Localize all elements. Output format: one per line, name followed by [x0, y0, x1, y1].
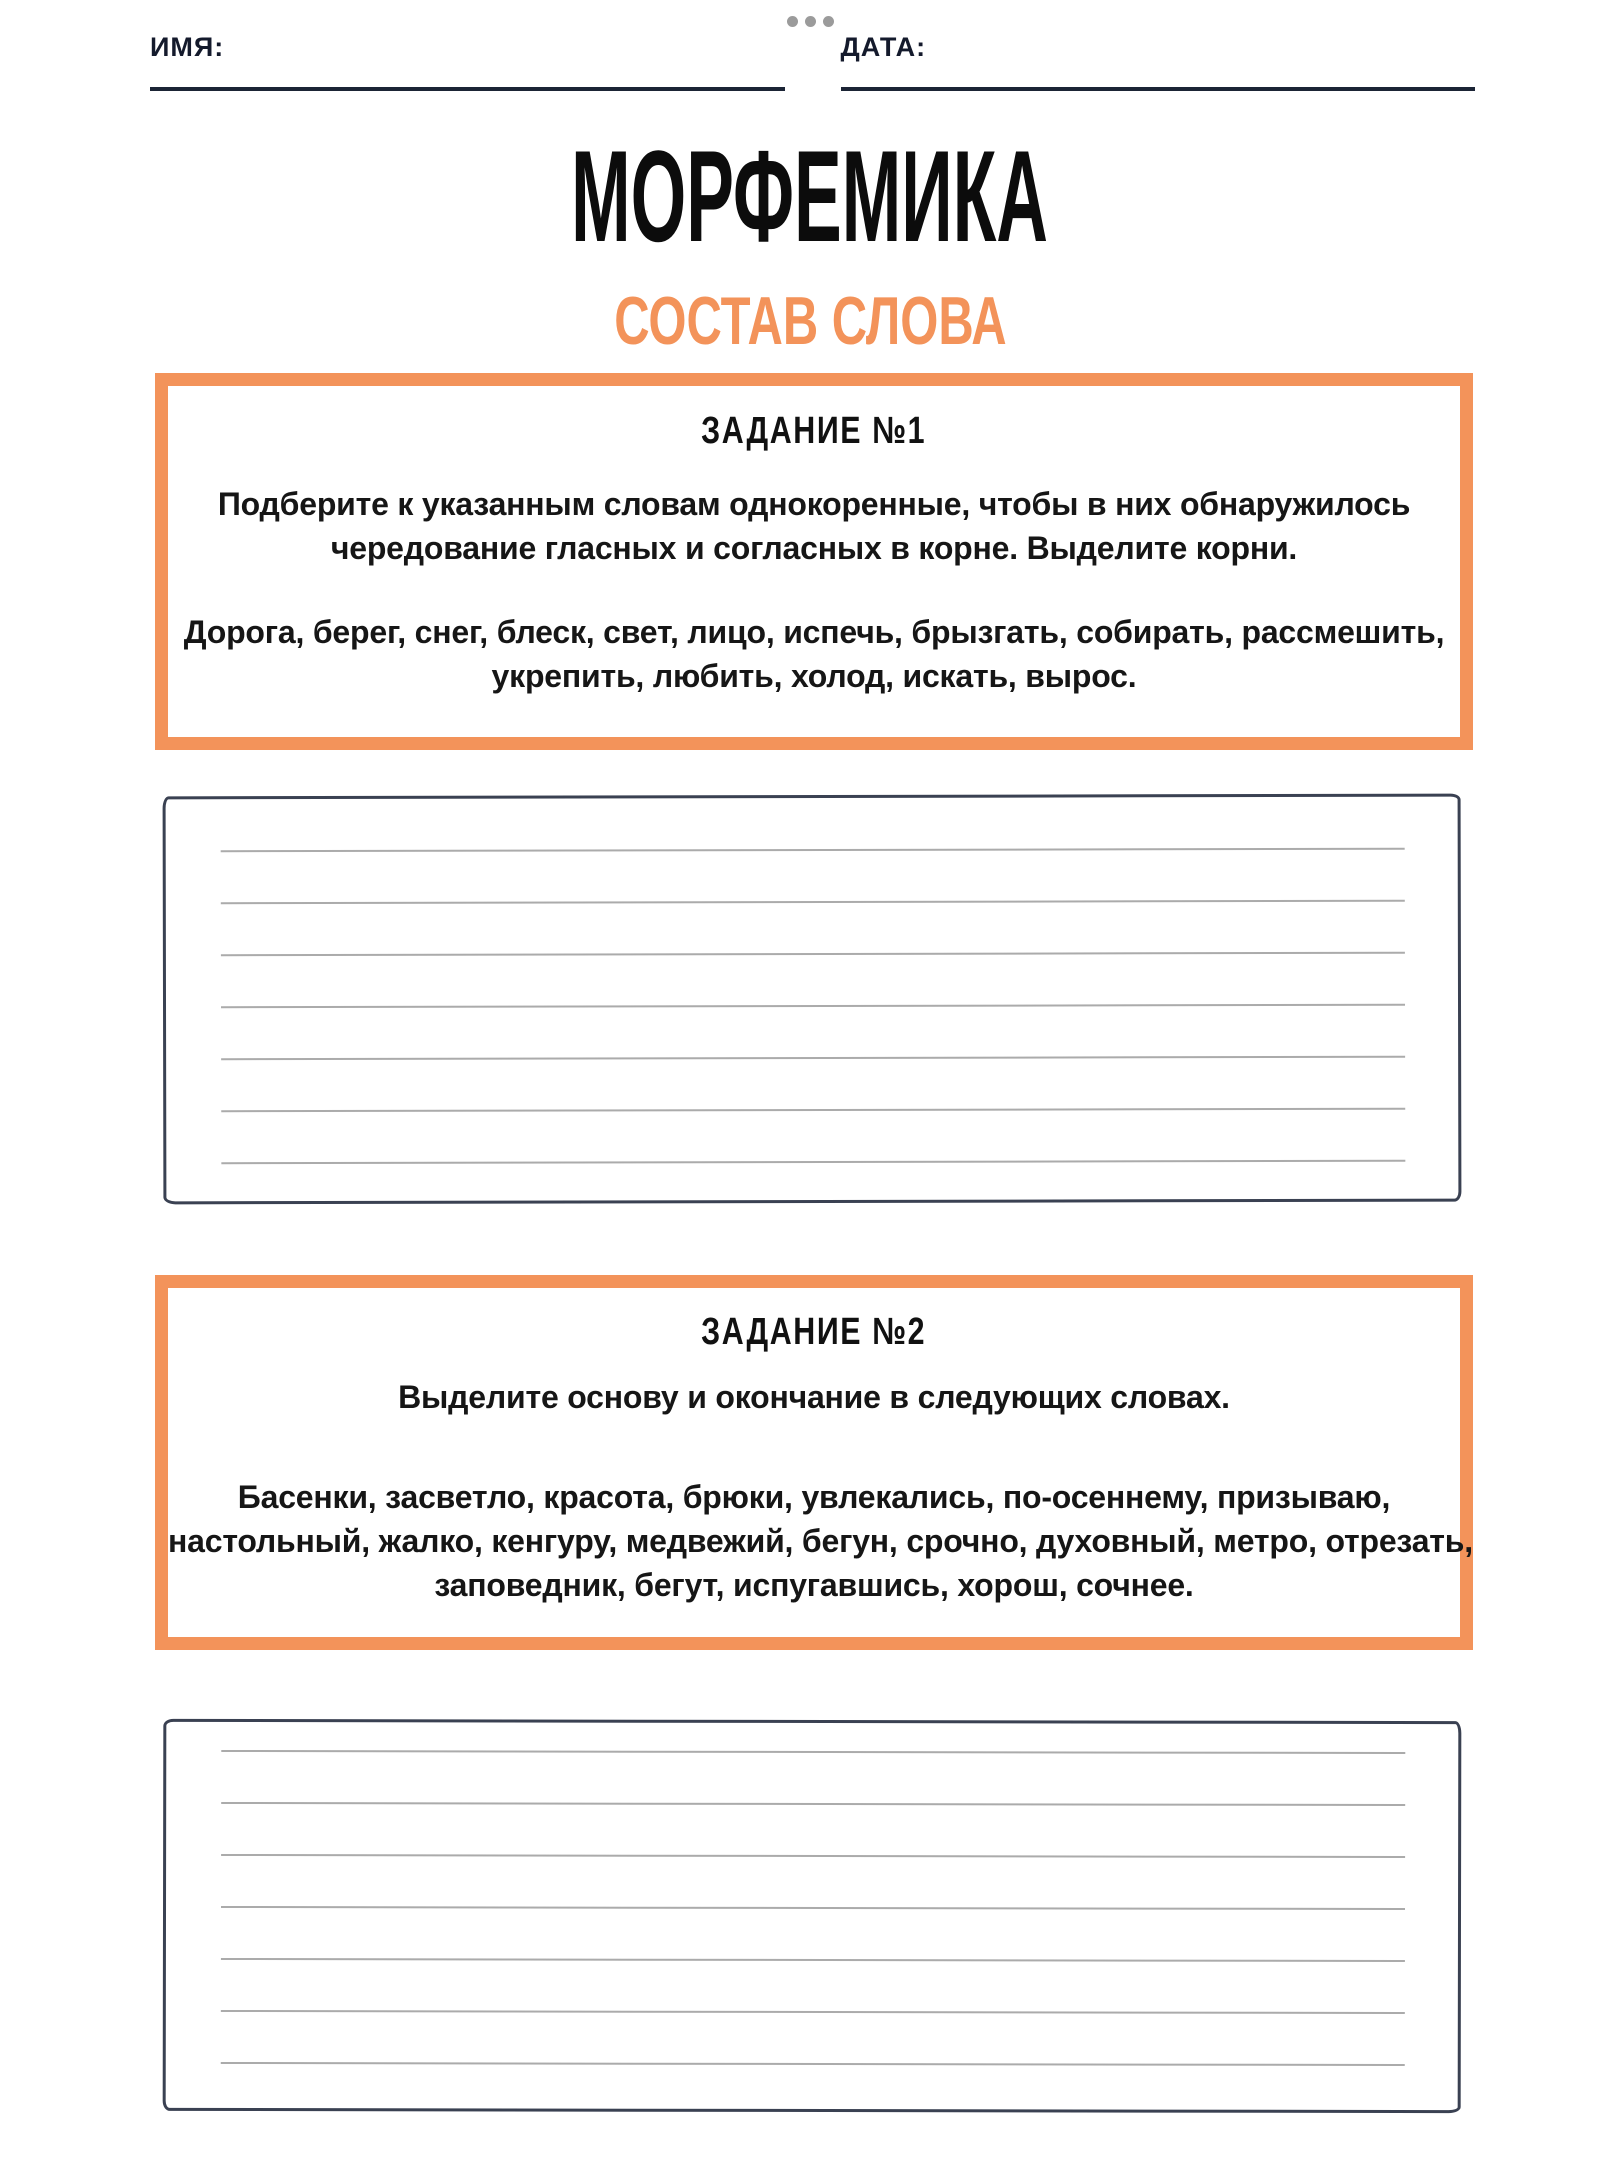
task-1-words-line: Дорога, берег, снег, блеск, свет, лицо, испечь, брызгать, собирать, рассмешить,	[183, 614, 1445, 650]
writing-line[interactable]	[221, 1004, 1405, 1008]
date-field-group	[841, 34, 1476, 91]
task-2-words-line: заповедник, бегут, испугавшись, хорош, сочнее.	[434, 1567, 1194, 1603]
writing-line[interactable]	[221, 1160, 1405, 1164]
task-2-instruction-line: Выделите основу и окончание в следующих словах.	[398, 1379, 1230, 1415]
task-2-instruction	[168, 1375, 1460, 1419]
writing-line[interactable]	[221, 2010, 1405, 2014]
writing-line[interactable]	[221, 900, 1405, 904]
writing-line[interactable]	[221, 1854, 1405, 1858]
writing-line[interactable]	[221, 848, 1405, 852]
writing-area-1[interactable]	[163, 794, 1462, 1205]
task-1-instruction-line: чередование гласных и согласных в корне. Выделите корни.	[330, 530, 1298, 566]
task-1-instruction-line: Подберите к указанным словам однокоренные, чтобы в них обнаружилось	[217, 486, 1411, 522]
date-input-line[interactable]	[841, 87, 1476, 91]
name-input-line[interactable]	[150, 87, 785, 91]
writing-line[interactable]	[221, 1906, 1405, 1910]
task-2-words-line: Басенки, засветло, красота, брюки, увлекались, по-осеннему, призываю,	[237, 1479, 1391, 1515]
task-1-word-list	[168, 610, 1460, 698]
task-1-heading: ЗАДАНИЕ №1	[701, 410, 927, 452]
writing-line[interactable]	[221, 1958, 1405, 1962]
writing-line[interactable]	[221, 1802, 1405, 1806]
task-card-2	[155, 1275, 1473, 1650]
task-2-word-list	[168, 1475, 1473, 1607]
dot-icon	[823, 16, 834, 27]
page-title: МОРФЕМИКА	[571, 123, 1049, 269]
date-label: ДАТА:	[840, 32, 927, 62]
task-1-words-line: укрепить, любить, холод, искать, вырос.	[491, 658, 1137, 694]
ellipsis-icon	[0, 0, 1620, 28]
writing-line[interactable]	[221, 1750, 1405, 1754]
task-1-instruction	[168, 482, 1460, 570]
writing-line[interactable]	[221, 1056, 1405, 1060]
writing-line[interactable]	[221, 1108, 1405, 1112]
task-2-heading: ЗАДАНИЕ №2	[701, 1311, 927, 1353]
dot-icon	[805, 16, 816, 27]
task-2-words-line: настольный, жалко, кенгуру, медвежий, бегун, срочно, духовный, метро, отрезать,	[168, 1523, 1473, 1559]
task-card-1	[155, 373, 1473, 750]
page-subtitle: СОСТАВ СЛОВА	[613, 283, 1007, 359]
name-field-group	[150, 34, 785, 91]
writing-line[interactable]	[221, 2062, 1405, 2066]
writing-line[interactable]	[221, 952, 1405, 956]
name-label: ИМЯ:	[150, 32, 225, 62]
writing-area-2[interactable]	[163, 1719, 1462, 2113]
header	[150, 34, 1475, 91]
dot-icon	[787, 16, 798, 27]
